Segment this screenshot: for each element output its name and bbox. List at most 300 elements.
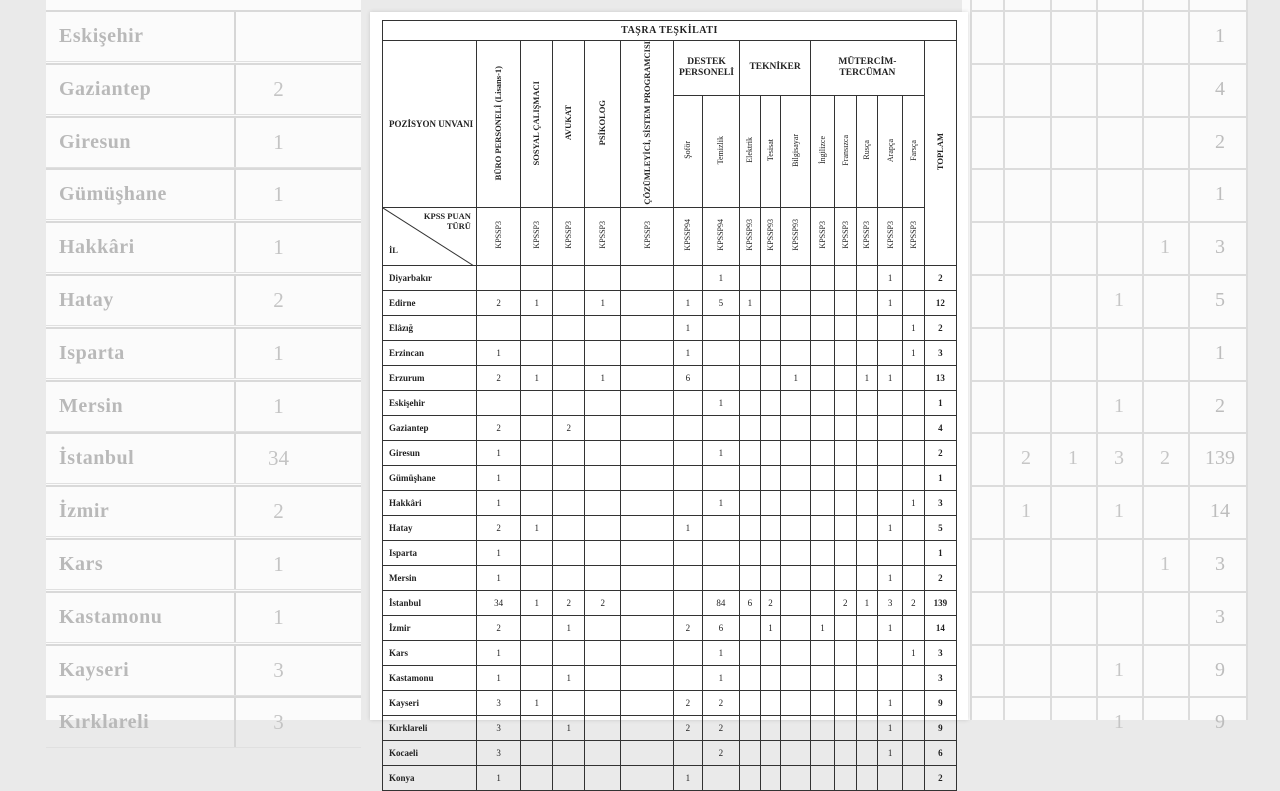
table-cell bbox=[834, 315, 856, 340]
background-value: 1 bbox=[234, 540, 321, 589]
table-cell bbox=[553, 315, 585, 340]
table-cell bbox=[621, 665, 674, 690]
background-value: 1 bbox=[234, 329, 321, 378]
table-cell: 1 bbox=[476, 540, 520, 565]
table-cell bbox=[702, 765, 739, 790]
province-name: Erzincan bbox=[383, 340, 477, 365]
background-value: 2 bbox=[234, 276, 321, 325]
table-cell bbox=[760, 390, 781, 415]
table-cell: 5 bbox=[702, 290, 739, 315]
table-cell bbox=[621, 640, 674, 665]
table-cell: 2 bbox=[476, 415, 520, 440]
table-row bbox=[383, 715, 957, 740]
column-bilgisayar: Bilgisayar bbox=[781, 95, 811, 207]
table-cell bbox=[621, 490, 674, 515]
table-cell bbox=[856, 440, 878, 465]
table-cell bbox=[811, 290, 835, 315]
row-total: 9 bbox=[924, 715, 956, 740]
table-row bbox=[383, 340, 957, 365]
background-cell: 9 bbox=[1215, 658, 1225, 681]
table-cell bbox=[811, 440, 835, 465]
background-grid-line bbox=[1050, 0, 1052, 720]
table-cell bbox=[585, 390, 621, 415]
table-cell bbox=[781, 490, 811, 515]
table-cell bbox=[740, 265, 761, 290]
background-grid-line bbox=[1003, 0, 1005, 720]
table-cell: 2 bbox=[702, 715, 739, 740]
table-cell bbox=[621, 515, 674, 540]
background-cell: 3 bbox=[1215, 236, 1225, 259]
province-name: Kocaeli bbox=[383, 740, 477, 765]
table-cell bbox=[740, 740, 761, 765]
table-cell bbox=[702, 465, 739, 490]
table-cell bbox=[811, 665, 835, 690]
table-cell bbox=[878, 315, 903, 340]
table-cell bbox=[673, 390, 702, 415]
row-total: 5 bbox=[924, 515, 956, 540]
background-value: 1 bbox=[234, 593, 321, 642]
table-cell bbox=[673, 590, 702, 615]
table-cell: 1 bbox=[673, 315, 702, 340]
table-cell bbox=[781, 590, 811, 615]
table-cell bbox=[856, 340, 878, 365]
background-grid-line bbox=[970, 221, 1248, 223]
row-total: 14 bbox=[924, 615, 956, 640]
table-cell bbox=[621, 365, 674, 390]
table-cell bbox=[585, 765, 621, 790]
table-cell: 1 bbox=[811, 615, 835, 640]
background-left-row bbox=[46, 485, 361, 537]
table-row bbox=[383, 265, 957, 290]
table-cell bbox=[553, 390, 585, 415]
table-cell bbox=[476, 265, 520, 290]
background-grid-line bbox=[970, 168, 1248, 170]
table-title: TAŞRA TEŞKİLATI bbox=[383, 21, 957, 41]
table-cell bbox=[781, 415, 811, 440]
background-value: 2 bbox=[234, 65, 321, 114]
table-cell bbox=[521, 340, 553, 365]
table-cell bbox=[781, 440, 811, 465]
table-row bbox=[383, 615, 957, 640]
row-total: 9 bbox=[924, 690, 956, 715]
table-cell bbox=[811, 315, 835, 340]
table-cell bbox=[811, 640, 835, 665]
background-left-row bbox=[46, 168, 361, 220]
province-name: Gümüşhane bbox=[383, 465, 477, 490]
table-cell bbox=[902, 465, 924, 490]
province-name: Diyarbakır bbox=[383, 265, 477, 290]
table-cell bbox=[740, 340, 761, 365]
table-cell bbox=[673, 490, 702, 515]
province-name: İstanbul bbox=[383, 590, 477, 615]
table-row bbox=[383, 515, 957, 540]
background-value: 3 bbox=[234, 698, 321, 747]
table-cell bbox=[781, 265, 811, 290]
table-cell bbox=[811, 490, 835, 515]
column-sosyal: SOSYAL ÇALIŞMACI bbox=[521, 41, 553, 208]
table-cell bbox=[878, 440, 903, 465]
table-cell: 1 bbox=[521, 590, 553, 615]
table-cell bbox=[521, 740, 553, 765]
background-cell: 9 bbox=[1215, 711, 1225, 734]
table-row bbox=[383, 590, 957, 615]
table-cell bbox=[878, 390, 903, 415]
background-left-row bbox=[46, 116, 361, 168]
position-header: POZİSYON UNVANI bbox=[383, 41, 477, 208]
table-cell: 6 bbox=[740, 590, 761, 615]
province-name: Hakkâri bbox=[383, 490, 477, 515]
background-value: 1 bbox=[234, 118, 321, 167]
table-cell: 1 bbox=[521, 690, 553, 715]
province-name: Isparta bbox=[383, 540, 477, 565]
background-city: Giresun bbox=[59, 130, 132, 153]
table-row bbox=[383, 415, 957, 440]
table-cell bbox=[760, 315, 781, 340]
table-cell: 1 bbox=[673, 515, 702, 540]
kpss-type-cell: KPSSP3 bbox=[476, 207, 520, 265]
table-cell bbox=[878, 540, 903, 565]
column-cozumleyici: ÇÖZÜMLEYİCİ, SİSTEM PROGRAMCISI bbox=[621, 41, 674, 208]
province-name: Gaziantep bbox=[383, 415, 477, 440]
table-cell bbox=[811, 715, 835, 740]
table-cell: 1 bbox=[878, 290, 903, 315]
column-tesisat: Tesisat bbox=[760, 95, 781, 207]
row-total: 2 bbox=[924, 565, 956, 590]
background-city: Gaziantep bbox=[59, 77, 152, 100]
table-cell bbox=[856, 690, 878, 715]
table-cell bbox=[673, 415, 702, 440]
background-grid-line bbox=[970, 327, 1248, 329]
table-cell bbox=[781, 565, 811, 590]
table-cell bbox=[781, 715, 811, 740]
table-cell bbox=[585, 340, 621, 365]
table-cell: 6 bbox=[702, 615, 739, 640]
table-cell bbox=[585, 515, 621, 540]
table-cell: 1 bbox=[585, 365, 621, 390]
table-cell bbox=[878, 415, 903, 440]
table-cell bbox=[856, 290, 878, 315]
background-grid-line bbox=[970, 63, 1248, 65]
table-cell bbox=[902, 290, 924, 315]
kpss-type-cell: KPSSP3 bbox=[878, 207, 903, 265]
table-cell: 1 bbox=[476, 340, 520, 365]
background-cell: 1 bbox=[1114, 500, 1124, 523]
table-cell bbox=[781, 615, 811, 640]
kpss-type-cell: KPSSP3 bbox=[553, 207, 585, 265]
table-cell: 1 bbox=[878, 515, 903, 540]
table-cell bbox=[521, 440, 553, 465]
table-cell bbox=[811, 690, 835, 715]
column-farsca: Farsça bbox=[902, 95, 924, 207]
table-cell: 1 bbox=[781, 365, 811, 390]
table-cell bbox=[878, 640, 903, 665]
table-cell bbox=[673, 440, 702, 465]
table-cell bbox=[856, 615, 878, 640]
column-psikolog: PSİKOLOG bbox=[585, 41, 621, 208]
table-cell bbox=[834, 565, 856, 590]
table-cell: 1 bbox=[902, 490, 924, 515]
kpss-type-cell: KPSSP94 bbox=[673, 207, 702, 265]
table-row bbox=[383, 565, 957, 590]
table-cell bbox=[781, 315, 811, 340]
column-buro: BÜRO PERSONELİ (Lisans-1) bbox=[476, 41, 520, 208]
table-cell bbox=[878, 765, 903, 790]
table-cell bbox=[760, 740, 781, 765]
table-cell bbox=[621, 315, 674, 340]
table-cell: 1 bbox=[856, 590, 878, 615]
table-cell bbox=[740, 765, 761, 790]
table-cell bbox=[740, 490, 761, 515]
table-cell: 1 bbox=[476, 640, 520, 665]
table-cell: 1 bbox=[521, 290, 553, 315]
table-row bbox=[383, 765, 957, 790]
kpss-label: KPSS PUAN TÜRÜ bbox=[423, 210, 471, 231]
table-cell bbox=[760, 765, 781, 790]
table-cell bbox=[621, 715, 674, 740]
table-cell bbox=[834, 365, 856, 390]
table-cell bbox=[834, 265, 856, 290]
table-cell bbox=[902, 740, 924, 765]
table-cell bbox=[521, 715, 553, 740]
table-cell bbox=[811, 365, 835, 390]
table-cell bbox=[553, 490, 585, 515]
province-name: Elâzığ bbox=[383, 315, 477, 340]
table-cell bbox=[781, 740, 811, 765]
table-cell: 2 bbox=[476, 615, 520, 640]
background-cell: 2 bbox=[1215, 394, 1225, 417]
table-cell: 1 bbox=[856, 365, 878, 390]
table-cell bbox=[585, 715, 621, 740]
kpss-type-cell: KPSSP3 bbox=[585, 207, 621, 265]
row-total: 3 bbox=[924, 640, 956, 665]
table-cell bbox=[521, 265, 553, 290]
table-cell bbox=[740, 540, 761, 565]
table-cell bbox=[702, 365, 739, 390]
table-cell bbox=[760, 565, 781, 590]
background-value: 3 bbox=[234, 646, 321, 695]
table-row bbox=[383, 690, 957, 715]
table-row bbox=[383, 315, 957, 340]
table-cell bbox=[621, 415, 674, 440]
background-value: 1 bbox=[234, 170, 321, 219]
kpss-type-cell: KPSSP93 bbox=[781, 207, 811, 265]
table-cell bbox=[902, 390, 924, 415]
table-cell bbox=[521, 465, 553, 490]
column-temizlik: Temizlik bbox=[702, 95, 739, 207]
kpss-type-cell: KPSSP93 bbox=[760, 207, 781, 265]
table-cell bbox=[476, 390, 520, 415]
table-cell bbox=[856, 540, 878, 565]
table-cell bbox=[902, 715, 924, 740]
table-cell bbox=[585, 565, 621, 590]
table-cell bbox=[834, 415, 856, 440]
table-cell bbox=[760, 465, 781, 490]
row-total: 139 bbox=[924, 590, 956, 615]
group-mutercim: MÜTERCİM-TERCÜMAN bbox=[811, 41, 924, 96]
background-grid-line bbox=[970, 10, 1248, 12]
table-row bbox=[383, 440, 957, 465]
table-cell: 1 bbox=[702, 390, 739, 415]
table-cell bbox=[621, 465, 674, 490]
table-cell: 1 bbox=[878, 565, 903, 590]
table-cell: 1 bbox=[553, 615, 585, 640]
background-cell: 1 bbox=[1215, 183, 1225, 206]
table-cell bbox=[834, 740, 856, 765]
background-city: Kastamonu bbox=[59, 605, 163, 628]
table-cell bbox=[902, 665, 924, 690]
table-cell: 1 bbox=[521, 365, 553, 390]
background-cell: 2 bbox=[1215, 130, 1225, 153]
table-cell bbox=[621, 740, 674, 765]
table-cell bbox=[878, 340, 903, 365]
table-cell bbox=[902, 265, 924, 290]
background-grid-line bbox=[970, 380, 1248, 382]
background-left-row bbox=[46, 696, 361, 748]
table-cell bbox=[521, 640, 553, 665]
table-cell bbox=[585, 465, 621, 490]
province-name: Kayseri bbox=[383, 690, 477, 715]
background-left-row bbox=[46, 591, 361, 643]
table-cell bbox=[740, 390, 761, 415]
province-name: Konya bbox=[383, 765, 477, 790]
province-name: Kastamonu bbox=[383, 665, 477, 690]
table-cell: 2 bbox=[553, 590, 585, 615]
background-cell: 3 bbox=[1114, 447, 1124, 470]
table-row bbox=[383, 365, 957, 390]
background-grid-line bbox=[970, 0, 972, 720]
group-tekniker: TEKNİKER bbox=[740, 41, 811, 96]
table-cell: 2 bbox=[585, 590, 621, 615]
province-name: Erzurum bbox=[383, 365, 477, 390]
table-cell: 1 bbox=[553, 715, 585, 740]
table-cell bbox=[585, 740, 621, 765]
table-cell: 1 bbox=[673, 290, 702, 315]
table-cell: 1 bbox=[476, 665, 520, 690]
table-cell bbox=[834, 340, 856, 365]
table-cell: 1 bbox=[521, 515, 553, 540]
background-left-row bbox=[46, 221, 361, 273]
table-cell bbox=[740, 440, 761, 465]
background-grid-line bbox=[970, 116, 1248, 118]
table-cell bbox=[781, 665, 811, 690]
table-cell bbox=[834, 390, 856, 415]
table-row bbox=[383, 540, 957, 565]
table-cell bbox=[811, 265, 835, 290]
table-cell bbox=[856, 265, 878, 290]
table-cell bbox=[740, 565, 761, 590]
background-left-row bbox=[46, 644, 361, 696]
table-cell bbox=[740, 715, 761, 740]
row-total: 4 bbox=[924, 415, 956, 440]
table-cell bbox=[621, 540, 674, 565]
table-cell bbox=[760, 365, 781, 390]
table-cell bbox=[902, 365, 924, 390]
table-cell: 1 bbox=[702, 265, 739, 290]
table-cell bbox=[760, 415, 781, 440]
province-name: İzmir bbox=[383, 615, 477, 640]
table-cell bbox=[902, 515, 924, 540]
table-cell bbox=[702, 340, 739, 365]
province-name: Hatay bbox=[383, 515, 477, 540]
table-cell bbox=[621, 615, 674, 640]
row-total: 12 bbox=[924, 290, 956, 315]
background-city: Kayseri bbox=[59, 658, 130, 681]
background-cell: 2 bbox=[1160, 447, 1170, 470]
column-sofor: Şoför bbox=[673, 95, 702, 207]
table-cell bbox=[521, 540, 553, 565]
table-cell bbox=[902, 415, 924, 440]
background-value: 1 bbox=[234, 382, 321, 431]
table-cell bbox=[834, 615, 856, 640]
table-cell bbox=[621, 590, 674, 615]
table-cell bbox=[702, 540, 739, 565]
table-cell: 1 bbox=[476, 490, 520, 515]
table-cell: 2 bbox=[476, 365, 520, 390]
table-cell bbox=[621, 390, 674, 415]
table-cell bbox=[621, 765, 674, 790]
table-row bbox=[383, 465, 957, 490]
table-cell: 2 bbox=[553, 415, 585, 440]
table-cell: 2 bbox=[673, 615, 702, 640]
background-city: Kırklareli bbox=[59, 711, 150, 734]
table-cell bbox=[740, 315, 761, 340]
background-grid-line bbox=[970, 432, 1248, 434]
table-cell bbox=[553, 740, 585, 765]
table-cell: 1 bbox=[902, 640, 924, 665]
table-cell: 2 bbox=[902, 590, 924, 615]
table-cell bbox=[585, 315, 621, 340]
table-cell bbox=[521, 415, 553, 440]
table-cell bbox=[834, 540, 856, 565]
kpss-type-cell: KPSSP94 bbox=[702, 207, 739, 265]
table-row bbox=[383, 290, 957, 315]
background-cell: 1 bbox=[1114, 658, 1124, 681]
table-cell bbox=[856, 490, 878, 515]
background-cell: 1 bbox=[1114, 289, 1124, 311]
province-name: Giresun bbox=[383, 440, 477, 465]
table-cell: 1 bbox=[476, 465, 520, 490]
row-total: 2 bbox=[924, 765, 956, 790]
table-cell: 3 bbox=[476, 715, 520, 740]
table-cell bbox=[811, 765, 835, 790]
table-cell bbox=[621, 690, 674, 715]
table-cell bbox=[521, 490, 553, 515]
table-cell bbox=[585, 265, 621, 290]
table-cell bbox=[811, 390, 835, 415]
table-cell bbox=[553, 440, 585, 465]
row-total: 2 bbox=[924, 315, 956, 340]
background-grid-line bbox=[970, 485, 1248, 487]
background-left-row bbox=[46, 274, 361, 326]
table-cell bbox=[811, 590, 835, 615]
table-cell bbox=[834, 765, 856, 790]
table-cell bbox=[834, 690, 856, 715]
table-cell bbox=[760, 640, 781, 665]
table-cell bbox=[521, 565, 553, 590]
table-cell bbox=[585, 415, 621, 440]
table-cell bbox=[902, 440, 924, 465]
kpss-type-cell: KPSSP3 bbox=[521, 207, 553, 265]
table-cell: 1 bbox=[476, 565, 520, 590]
table-cell bbox=[553, 290, 585, 315]
table-cell bbox=[673, 740, 702, 765]
table-cell bbox=[521, 665, 553, 690]
table-cell bbox=[673, 565, 702, 590]
table-cell bbox=[781, 640, 811, 665]
table-cell: 1 bbox=[585, 290, 621, 315]
kpss-type-cell: KPSSP93 bbox=[740, 207, 761, 265]
table-cell bbox=[856, 315, 878, 340]
